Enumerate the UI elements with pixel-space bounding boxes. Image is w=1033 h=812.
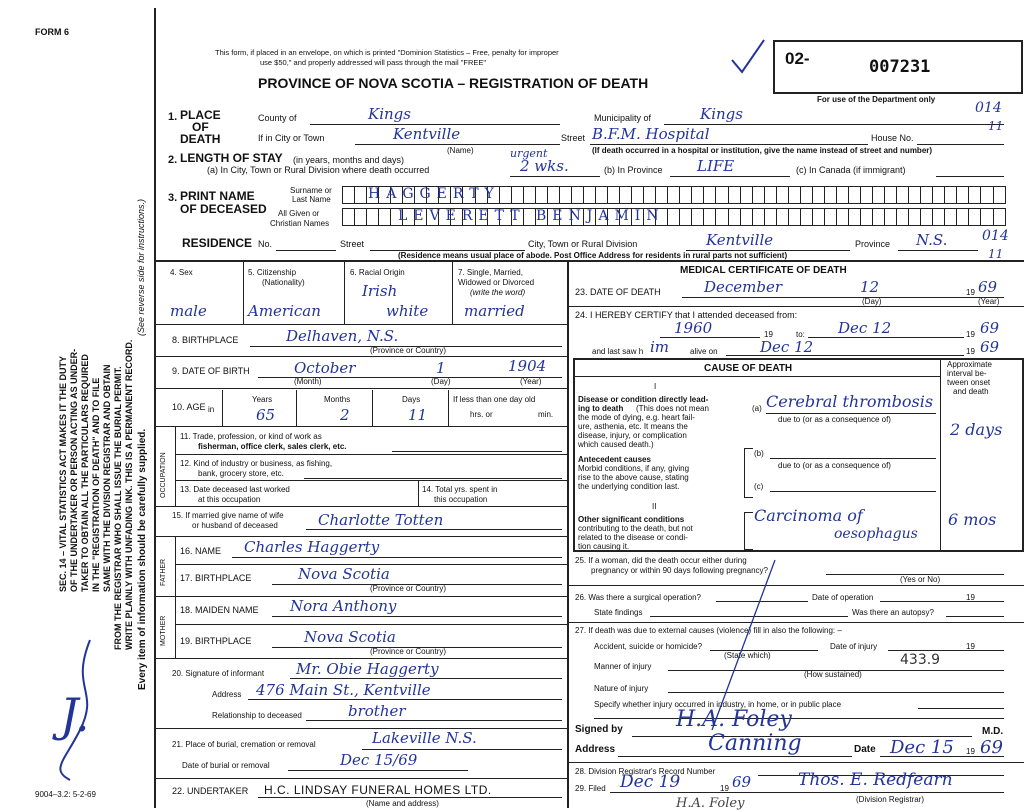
q25-1: 25. If a woman, did the death occur either during (575, 556, 747, 565)
residence-city-label: City, Town or Rural Division (528, 239, 638, 249)
dob-label: 9. DATE OF BIRTH (172, 366, 250, 376)
informant-label: 20. Signature of informant (172, 669, 265, 678)
surname-label-2: Last Name (292, 195, 331, 204)
direct-7: which caused death.) (578, 440, 654, 449)
mother-birthplace-caption: (Province or Country) (370, 647, 447, 656)
last-seen-him: im (650, 338, 670, 356)
stay-heading: LENGTH OF STAY (180, 151, 283, 165)
department-code-2: 11 (988, 119, 1004, 133)
deceased-heading-1: PRINT NAME (180, 189, 255, 203)
state-which-caption: (State which) (724, 651, 771, 660)
operation-date-label: Date of operation (812, 593, 874, 602)
other-cause-value: Carcinoma of (754, 506, 863, 525)
birthplace-label: 8. BIRTHPLACE (172, 335, 239, 345)
direct-3: (This does not mean (636, 404, 709, 413)
days-label: Days (402, 395, 421, 404)
birthplace-value: Delhaven, N.S. (286, 327, 399, 345)
code-433: 433.9 (900, 652, 941, 668)
center-divider (567, 262, 569, 808)
interval-heading-3: tween onset (947, 378, 991, 387)
marital-label-3: (write the word) (470, 288, 526, 297)
place-num: 1. (168, 111, 178, 123)
residence-no-label: No. (258, 239, 273, 249)
form-title: PROVINCE OF NOVA SCOTIA – REGISTRATION OF DEATH (258, 75, 649, 91)
months-value: 2 (340, 406, 350, 424)
given-value: LEVERETT BENJAMIN (398, 208, 665, 224)
other-1: Other significant conditions (578, 515, 685, 524)
relationship-label: Relationship to deceased (212, 711, 302, 720)
citizenship-label-2: (Nationality) (262, 278, 305, 287)
stay-a-value: 2 wks. (520, 157, 569, 175)
spouse-value: Charlotte Totten (318, 511, 444, 529)
less-than-day-label: If less than one day old (453, 395, 536, 404)
burial-value: Lakeville N.S. (372, 729, 477, 747)
citizenship-value: American (248, 302, 321, 320)
cause-a-due-to: due to (or as a consequence of) (778, 415, 891, 424)
father-birthplace-caption: (Province or Country) (370, 584, 447, 593)
years-label: Years (252, 395, 273, 404)
racial-value-2: white (386, 302, 429, 320)
dod-label: 23. DATE OF DEATH (575, 287, 661, 297)
registration-number-box (773, 40, 1023, 94)
envelope-note-1: This form, if placed in an envelope, on which is printed "Dominion Statistics – Free, penalty for improper (215, 48, 559, 57)
sign-date-label: Date (854, 744, 876, 755)
last-seen-19: 19 (966, 347, 975, 356)
informant-address-value: 476 Main St., Kentville (256, 681, 431, 699)
residence-code-2: 11 (988, 247, 1004, 261)
filed-year-value: 69 (732, 773, 752, 791)
informant-value: Mr. Obie Haggerty (296, 660, 439, 678)
printed-signer: H.A. Foley (676, 796, 745, 811)
injury-19: 19 (966, 642, 975, 651)
other-interval-value: 6 mos (948, 510, 997, 529)
last-seen-date: Dec 12 (760, 338, 814, 356)
form-left-border (154, 8, 156, 808)
father-side-label: FATHER (160, 558, 167, 586)
residence-city-value: Kentville (706, 231, 774, 249)
father-name-label: 16. NAME (180, 546, 222, 556)
side-note-3: TAKER TO OBTAIN ALL THE PARTICULARS REQUIRED (80, 354, 90, 592)
part-i: I (654, 382, 657, 391)
citizenship-label-1: 5. Citizenship (248, 268, 297, 277)
deceased-num: 3. (168, 192, 178, 204)
racial-value: Irish (362, 282, 398, 300)
marital-value: married (464, 302, 525, 320)
dob-year-caption: (Year) (520, 377, 542, 386)
dob-month-caption: (Month) (294, 377, 322, 386)
dod-year: 69 (978, 278, 998, 296)
maiden-name-label: 18. MAIDEN NAME (180, 605, 259, 615)
sign-year-value: 69 (980, 737, 1003, 758)
undertaker-value: H.C. LINDSAY FUNERAL HOMES LTD. (264, 783, 492, 797)
residence-code: 014 (982, 228, 1009, 244)
yes-no-caption: (Yes or No) (900, 575, 941, 584)
occupation-14-2: this occupation (434, 495, 488, 504)
years-value: 65 (256, 406, 276, 424)
md-address-value: Canning (708, 731, 802, 756)
direct-2: ing to death (578, 404, 624, 413)
alive-label: alive on (690, 347, 718, 356)
sign-19: 19 (966, 747, 975, 756)
residence-street-label: Street (340, 239, 365, 249)
other-3: related to the disease or condi- (578, 533, 688, 542)
dob-year: 1904 (508, 357, 547, 375)
age-label: 10. AGE (172, 402, 206, 412)
mother-birthplace-label: 19. BIRTHPLACE (180, 636, 252, 646)
antecedent-4: the underlying condition last. (578, 482, 680, 491)
occupation-13-2: at this occupation (198, 495, 261, 504)
attended-to: Dec 12 (838, 319, 892, 337)
days-value: 11 (408, 406, 428, 424)
relationship-value: brother (348, 702, 406, 720)
q26-label: 26. Was there a surgical operation? (575, 593, 701, 602)
racial-label: 6. Racial Origin (350, 268, 405, 277)
marital-label-1: 7. Single, Married, (458, 268, 523, 277)
direct-1: Disease or condition directly lead- (578, 395, 709, 404)
cause-a-label: (a) (752, 404, 762, 413)
stay-paren: (in years, months and days) (293, 155, 405, 165)
occupation-11-2: fisherman, office clerk, sales clerk, etc. (198, 442, 347, 451)
cause-b-label: (b) (754, 449, 764, 458)
to-19: 19 (966, 330, 975, 339)
state-findings-label: State findings (594, 608, 643, 617)
specify-label: Specify whether injury occurred in industry, in home, or in public place (594, 700, 842, 709)
dod-year-prefix: 19 (966, 288, 975, 297)
sex-value: male (170, 302, 207, 320)
attended-to-year: 69 (980, 319, 1000, 337)
cause-c-label: (c) (754, 482, 764, 491)
interval-heading-4: and death (953, 387, 989, 396)
how-sustained-caption: (How sustained) (804, 670, 862, 679)
birthplace-caption: (Province or Country) (370, 346, 447, 355)
residence-province-value: N.S. (916, 231, 948, 249)
stay-c-label: (c) In Canada (if immigrant) (796, 165, 906, 175)
direct-6: disease, injury, or complication (578, 431, 687, 440)
months-label: Months (324, 395, 351, 404)
footer-code: 9004–3.2: 5-2-69 (35, 790, 96, 799)
informant-address-label: Address (212, 690, 242, 699)
municipality-value: Kings (700, 105, 743, 123)
city-value: Kentville (393, 125, 461, 143)
certify-label: 24. I HEREBY CERTIFY that I attended deceased from: (575, 310, 798, 320)
mother-side-label: MOTHER (160, 615, 167, 646)
age-in-label: in (208, 405, 215, 414)
filed-value: Dec 19 (620, 772, 681, 792)
stay-b-value: LIFE (697, 157, 735, 175)
envelope-note-2: use $50," and properly addressed will pass through the mail "FREE" (260, 58, 487, 67)
undertaker-caption: (Name and address) (366, 799, 439, 808)
stay-num: 2. (168, 154, 178, 166)
signed-by-label: Signed by (575, 724, 623, 735)
side-note-4: IN THE "REGISTRATION OF DEATH" AND TO FILE (91, 377, 101, 592)
side-note-8: Every item of information should be carefully supplied. (137, 428, 148, 690)
municipality-label: Municipality of (594, 113, 652, 123)
mother-birthplace-value: Nova Scotia (304, 628, 396, 646)
residence-province-label: Province (855, 239, 891, 249)
side-note-2: OF THE UNDERTAKER OR PERSON ACTING AS UNDER- (69, 348, 79, 592)
direct-5: ure, asthenia, etc. It means the (578, 422, 688, 431)
residence-heading: RESIDENCE (182, 236, 253, 250)
given-label-2: Christian Names (270, 219, 330, 228)
md-label: M.D. (982, 726, 1004, 737)
dob-day-caption: (Day) (431, 377, 451, 386)
antecedent-2: Morbid conditions, if any, giving (578, 464, 690, 473)
main-divider (154, 260, 1024, 262)
side-note-5: SAME WITH THE DIVISION REGISTRAR AND OBTAIN (102, 364, 112, 592)
min-label: min. (538, 410, 554, 419)
antecedent-1: Antecedent causes (578, 455, 651, 464)
department-code: 014 (975, 100, 1002, 116)
side-note-sec: SEC. 14 – VITAL STATISTICS ACT MAKES IT THE DUTY (58, 355, 68, 592)
nature-label: Nature of injury (594, 684, 649, 693)
surname-value: HAGGERTY (368, 186, 500, 202)
part-ii: II (652, 502, 657, 511)
injury-date-label: Date of injury (830, 642, 878, 651)
hospital-note: (If death occurred in a hospital or institution, give the name instead of street and number) (592, 146, 933, 155)
side-note-7: WRITE PLAINLY WITH UNFADING INK. THIS IS A PERMANENT RECORD. (124, 339, 134, 650)
cause-b-due-to: due to (or as a consequence of) (778, 461, 891, 470)
filed-19: 19 (720, 784, 729, 793)
signed-by-value: H.A. Foley (676, 707, 792, 732)
city-label: If in City or Town (258, 133, 325, 143)
occupation-12-2: bank, grocery store, etc. (198, 469, 284, 478)
county-label: County of (258, 113, 297, 123)
occupation-side-label: OCCUPATION (160, 452, 167, 498)
given-label-1: All Given or (278, 209, 320, 218)
street-value: B.F.M. Hospital (592, 125, 710, 143)
department-use-label: For use of the Department only (817, 95, 936, 104)
deceased-heading-2: OF DECEASED (180, 202, 267, 216)
dod-day-caption: (Day) (862, 297, 882, 306)
registrar-signature: Thos. E. Redfearn (798, 770, 953, 790)
burial-date-label: Date of burial or removal (182, 761, 270, 770)
burial-date-value: Dec 15/69 (340, 751, 418, 769)
side-note-9: (See reverse side for instructions.) (136, 198, 146, 336)
burial-label: 21. Place of burial, cremation or removal (172, 740, 316, 749)
occupation-14-1: 14. Total yrs. spent in (422, 485, 498, 494)
side-note-6: FROM THE REGISTRAR WHO SHALL ISSUE THE BURIAL PERMIT. (113, 366, 123, 650)
residence-note: (Residence means usual place of abode. Post Office Address for residents in rural parts not sufficient) (398, 251, 788, 260)
operation-19: 19 (966, 593, 975, 602)
dob-month: October (294, 359, 356, 377)
hrs-label: hrs. or (470, 410, 493, 419)
surname-label-1: Surname or (290, 186, 332, 195)
q27-label: 27. If death was due to external causes (violence) fill in also the following: – (575, 626, 842, 635)
stay-a-label: (a) In City, Town or Rural Division where death occurred (207, 165, 430, 175)
other-4: tion causing it. (578, 542, 630, 551)
occupation-13-1: 13. Date deceased last worked (180, 485, 290, 494)
md-address-label: Address (575, 744, 616, 755)
place-heading-3: DEATH (180, 132, 221, 146)
dod-day: 12 (860, 278, 880, 296)
registrar-caption: (Division Registrar) (856, 795, 925, 804)
spouse-label-2: or husband of deceased (192, 521, 278, 530)
stay-a-over: urgent (510, 147, 548, 160)
interval-a-value: 2 days (950, 420, 1003, 439)
cause-a-value: Cerebral thrombosis (766, 392, 934, 411)
medical-heading: MEDICAL CERTIFICATE OF DEATH (680, 265, 847, 276)
sign-date-value: Dec 15 (890, 737, 954, 758)
side-signature-stroke (40, 630, 100, 790)
from-19: 19 (764, 330, 773, 339)
interval-heading-2: interval be- (947, 369, 987, 378)
direct-4: the mode of dying, e.g. heart fail- (578, 413, 695, 422)
attended-from: 1960 (674, 319, 713, 337)
last-seen-label: and last saw h (592, 347, 644, 356)
house-label: House No. (871, 133, 914, 143)
accident-label: Accident, suicide or homicide? (594, 642, 703, 651)
q25-2: pregnancy or within 90 days following pregnancy? (591, 566, 768, 575)
autopsy-label: Was there an autopsy? (852, 608, 934, 617)
q29-label: 29. Filed (575, 784, 606, 793)
maiden-name-value: Nora Anthony (290, 597, 397, 615)
other-2: contributing to the death, but not (578, 524, 693, 533)
father-name-value: Charles Haggerty (244, 538, 380, 556)
to-label: to: (796, 330, 805, 339)
father-birthplace-value: Nova Scotia (298, 565, 390, 583)
last-seen-year: 69 (980, 338, 1000, 356)
marital-label-2: Widowed or Divorced (458, 278, 535, 287)
name-caption: (Name) (447, 146, 474, 155)
form-number: FORM 6 (35, 27, 70, 37)
father-birthplace-label: 17. BIRTHPLACE (180, 573, 252, 583)
dod-year-caption: (Year) (978, 297, 1000, 306)
antecedent-3: rise to the above cause, stating (578, 473, 689, 482)
dod-month: December (704, 278, 783, 296)
undertaker-label: 22. UNDERTAKER (172, 786, 249, 796)
other-cause-value-2: oesophagus (834, 526, 918, 542)
occupation-11-1: 11. Trade, profession, or kind of work as (180, 432, 322, 441)
street-label: Street (561, 133, 586, 143)
checkmark-icon (728, 38, 768, 76)
manner-label: Manner of injury (594, 662, 652, 671)
registration-number: 007231 (869, 57, 931, 77)
registration-prefix: 02- (785, 49, 810, 68)
place-heading-2: OF (192, 120, 209, 134)
cause-heading: CAUSE OF DEATH (704, 363, 793, 374)
dob-day: 1 (436, 359, 446, 377)
county-value: Kings (368, 105, 411, 123)
sex-label: 4. Sex (170, 268, 193, 277)
place-heading-1: PLACE (180, 108, 221, 122)
occupation-12-1: 12. Kind of industry or business, as fishing, (180, 459, 333, 468)
spouse-label-1: 15. If married give name of wife (172, 511, 284, 520)
q28-label: 28. Division Registrar's Record Number (575, 767, 716, 776)
interval-heading-1: Approximate (947, 360, 992, 369)
stay-b-label: (b) In Province (604, 165, 663, 175)
side-initials: J. (60, 688, 90, 742)
